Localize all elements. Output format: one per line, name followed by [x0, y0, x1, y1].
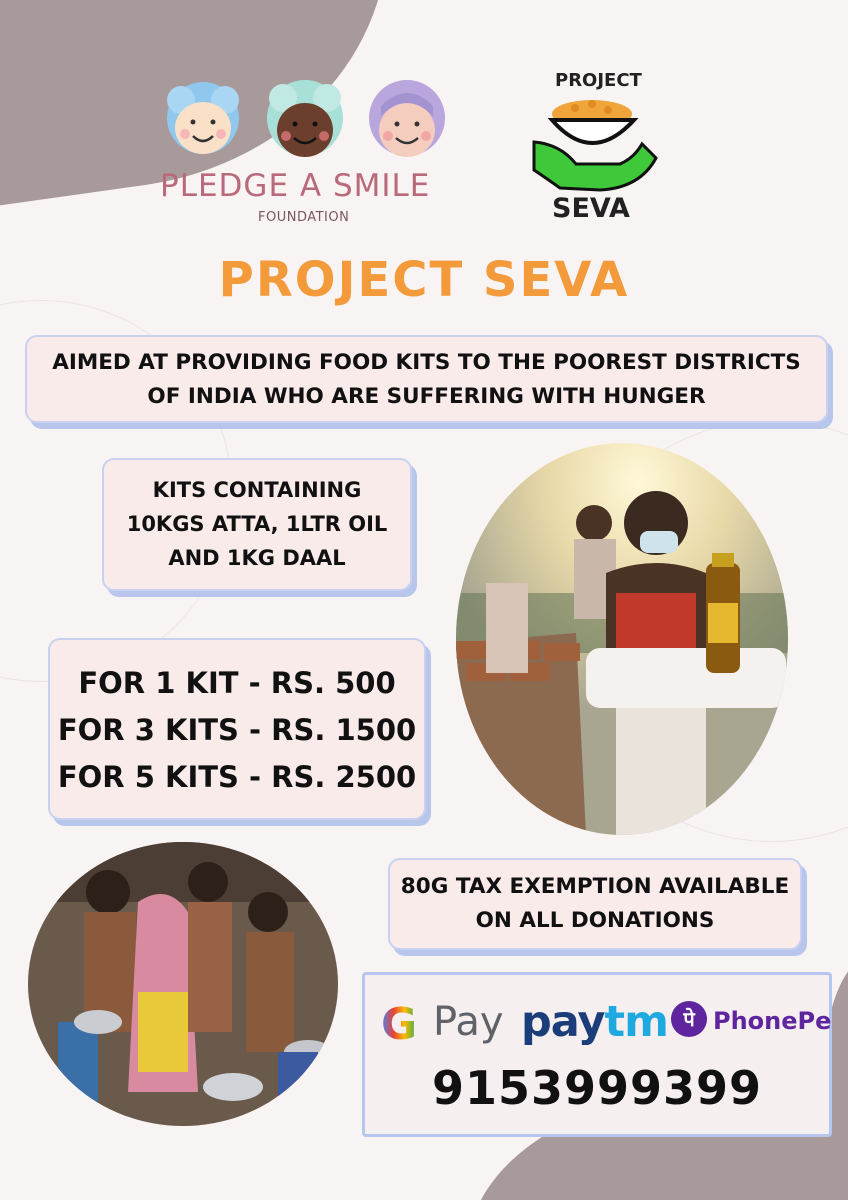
- seva-logo-top-text: PROJECT: [555, 70, 642, 91]
- food-bowl-hand-icon: [530, 92, 660, 197]
- photo-man-with-food-kit: [456, 443, 788, 835]
- payment-box: [362, 972, 832, 1137]
- kit-line-2: 10KGS ATTA, 1LTR OIL: [126, 512, 388, 536]
- phonepe-icon: पे: [671, 1001, 707, 1037]
- pledge-a-smile-logo: [155, 80, 455, 230]
- face-teal-icon: [267, 80, 343, 157]
- paytm-tm-text: tm: [604, 997, 668, 1047]
- aim-line-2: OF INDIA WHO ARE SUFFERING WITH HUNGER: [147, 384, 706, 409]
- price-line-1: FOR 1 KIT - RS. 500: [78, 666, 396, 700]
- paytm-logo: [521, 997, 668, 1047]
- tax-exemption-box: [388, 858, 802, 950]
- tax-line-1: 80G TAX EXEMPTION AVAILABLE: [400, 874, 790, 899]
- face-blue-icon: [167, 82, 239, 154]
- price-line-2: FOR 3 KITS - RS. 1500: [57, 713, 417, 747]
- payment-logos: [365, 997, 832, 1050]
- face-purple-icon: [369, 80, 445, 157]
- page-title: PROJECT SEVA: [218, 252, 630, 308]
- phone-number: 9153999399: [431, 1061, 763, 1115]
- paytm-pay-text: pay: [521, 997, 605, 1047]
- tax-line-2: ON ALL DONATIONS: [475, 908, 715, 933]
- google-pay-g-icon: G: [381, 999, 418, 1050]
- google-pay-label: Pay: [433, 999, 504, 1045]
- pricing-box: [48, 638, 426, 820]
- foundation-subtitle: FOUNDATION: [258, 210, 350, 225]
- seva-logo-bottom-text: SEVA: [552, 193, 630, 224]
- kit-contents-box: [102, 458, 412, 591]
- aim-box: [25, 335, 828, 423]
- price-line-3: FOR 5 KITS - RS. 2500: [57, 760, 417, 794]
- photo-children-with-plates: [28, 842, 338, 1126]
- phonepe-label: PhonePe: [713, 1007, 832, 1035]
- foundation-name: PLEDGE A SMILE: [160, 168, 431, 204]
- kit-line-1: KITS CONTAINING: [152, 478, 362, 502]
- kit-line-3: AND 1KG DAAL: [168, 546, 346, 570]
- aim-line-1: AIMED AT PROVIDING FOOD KITS TO THE POOREST DISTRICTS: [52, 350, 801, 375]
